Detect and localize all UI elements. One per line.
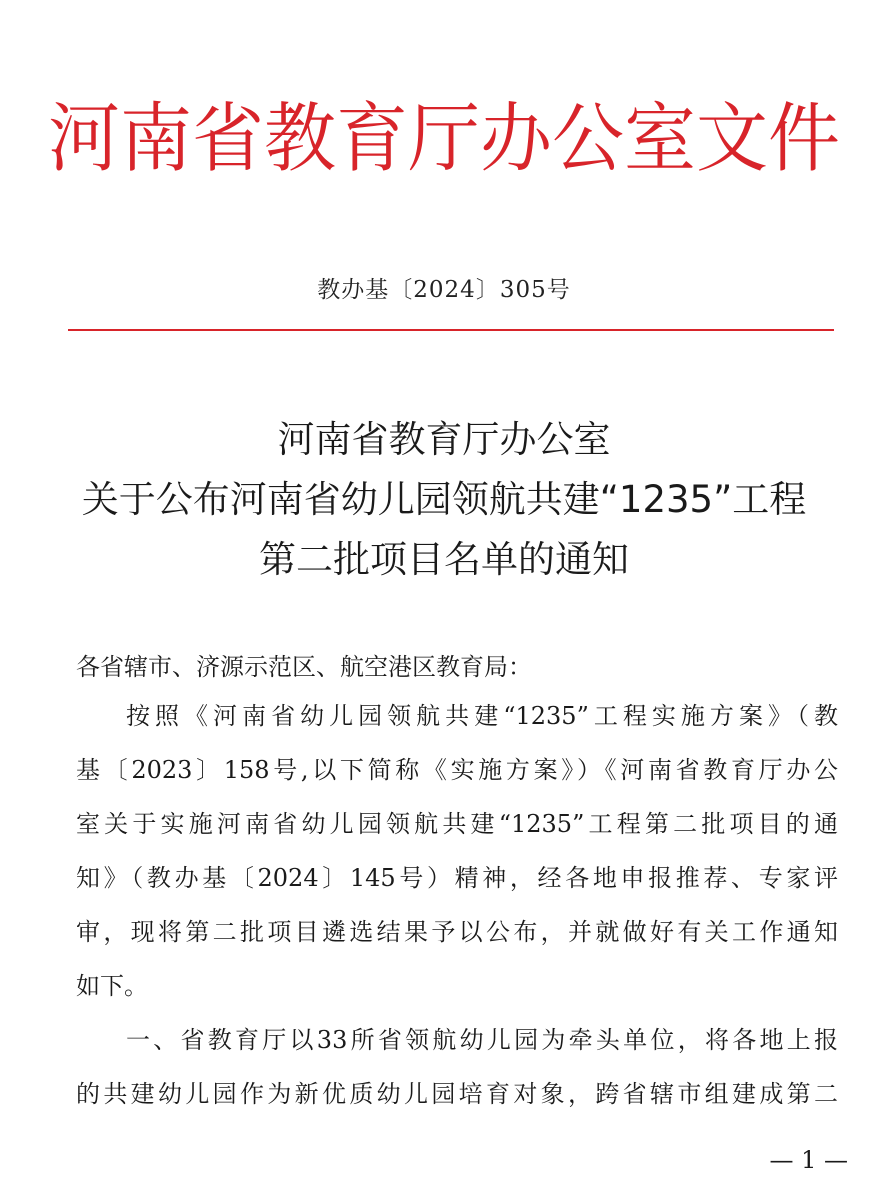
body-line: 按照《河南省幼儿园领航共建“1235”工程实施方案》（教 xyxy=(126,702,838,730)
title-line-1: 河南省教育厅办公室 xyxy=(277,418,611,461)
document-number: 教办基〔2024〕305号 xyxy=(317,277,571,303)
title-line-3: 第二批项目名单的通知 xyxy=(259,538,629,581)
body-line: 一、省教育厅以33所省领航幼儿园为牵头单位，将各地上报 xyxy=(126,1026,838,1054)
red-divider-line xyxy=(68,329,834,331)
body-line: 的共建幼儿园作为新优质幼儿园培育对象，跨省辖市组建成第二 xyxy=(76,1080,838,1108)
salutation: 各省辖市、济源示范区、航空港区教育局： xyxy=(76,653,532,681)
body-line: 知》（教办基〔2024〕145号）精神，经各地申报推荐、专家评 xyxy=(76,864,838,892)
page-number: — 1 — xyxy=(769,1146,848,1174)
title-line-2: 关于公布河南省幼儿园领航共建“1235”工程 xyxy=(81,478,807,521)
issuer-header: 河南省教育厅办公室文件 xyxy=(47,93,840,183)
body-line: 审，现将第二批项目遴选结果予以公布，并就做好有关工作通知 xyxy=(76,918,838,946)
body-line: 如下。 xyxy=(76,972,148,1000)
body-line: 室关于实施河南省幼儿园领航共建“1235”工程第二批项目的通 xyxy=(76,810,838,838)
body-line: 基〔2023〕158号,以下简称《实施方案》）《河南省教育厅办公 xyxy=(76,756,838,784)
